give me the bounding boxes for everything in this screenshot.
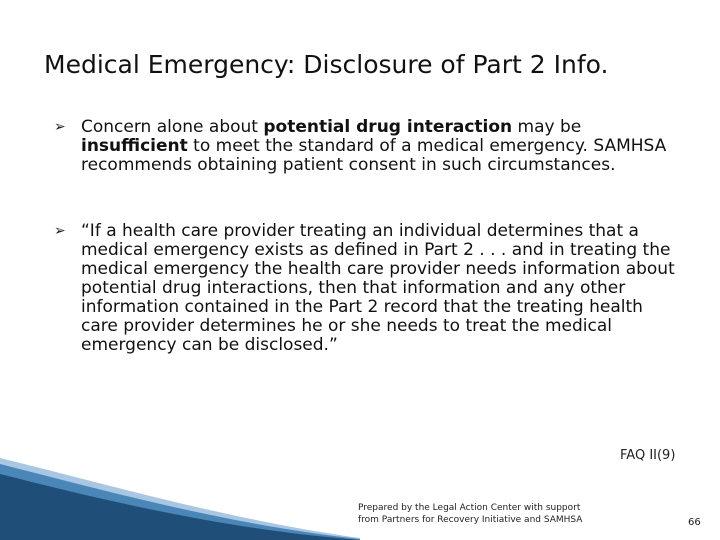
page-number: 66 — [688, 517, 701, 528]
emphasized-phrase: insufficient — [81, 136, 188, 156]
bullet-text-segment: to meet the standard of a medical emergency. SAMHSA recommends obtaining patient consent in such circumstances. — [81, 136, 667, 175]
credit-line: from Partners for Recovery Initiative and SAMHSA — [358, 515, 583, 525]
emphasized-phrase: potential drug interaction — [263, 117, 513, 137]
decorative-swoosh — [0, 440, 360, 540]
credit-note — [358, 502, 638, 526]
bullet-text-segment: may be — [512, 117, 582, 137]
arrow-bullet-icon: ➢ — [54, 119, 66, 135]
credit-line: Prepared by the Legal Action Center with support — [358, 503, 581, 513]
bullet-text — [81, 118, 681, 175]
bullet-text-segment: Concern alone about — [81, 117, 264, 137]
reference-citation: FAQ II(9) — [620, 448, 676, 463]
bullet-text: “If a health care provider treating an individual determines that a medical emergency exists as defined in Part 2 . . . and in treating the medical emergency the health care provider needs information about potential drug interactions, then that information and any other information contained in the Part 2 record that the treating health care provider determines he or she needs to treat the medical emergency can be disclosed.” — [81, 221, 675, 355]
arrow-bullet-icon: ➢ — [54, 223, 66, 239]
slide-title: Medical Emergency: Disclosure of Part 2 Info. — [44, 50, 609, 79]
